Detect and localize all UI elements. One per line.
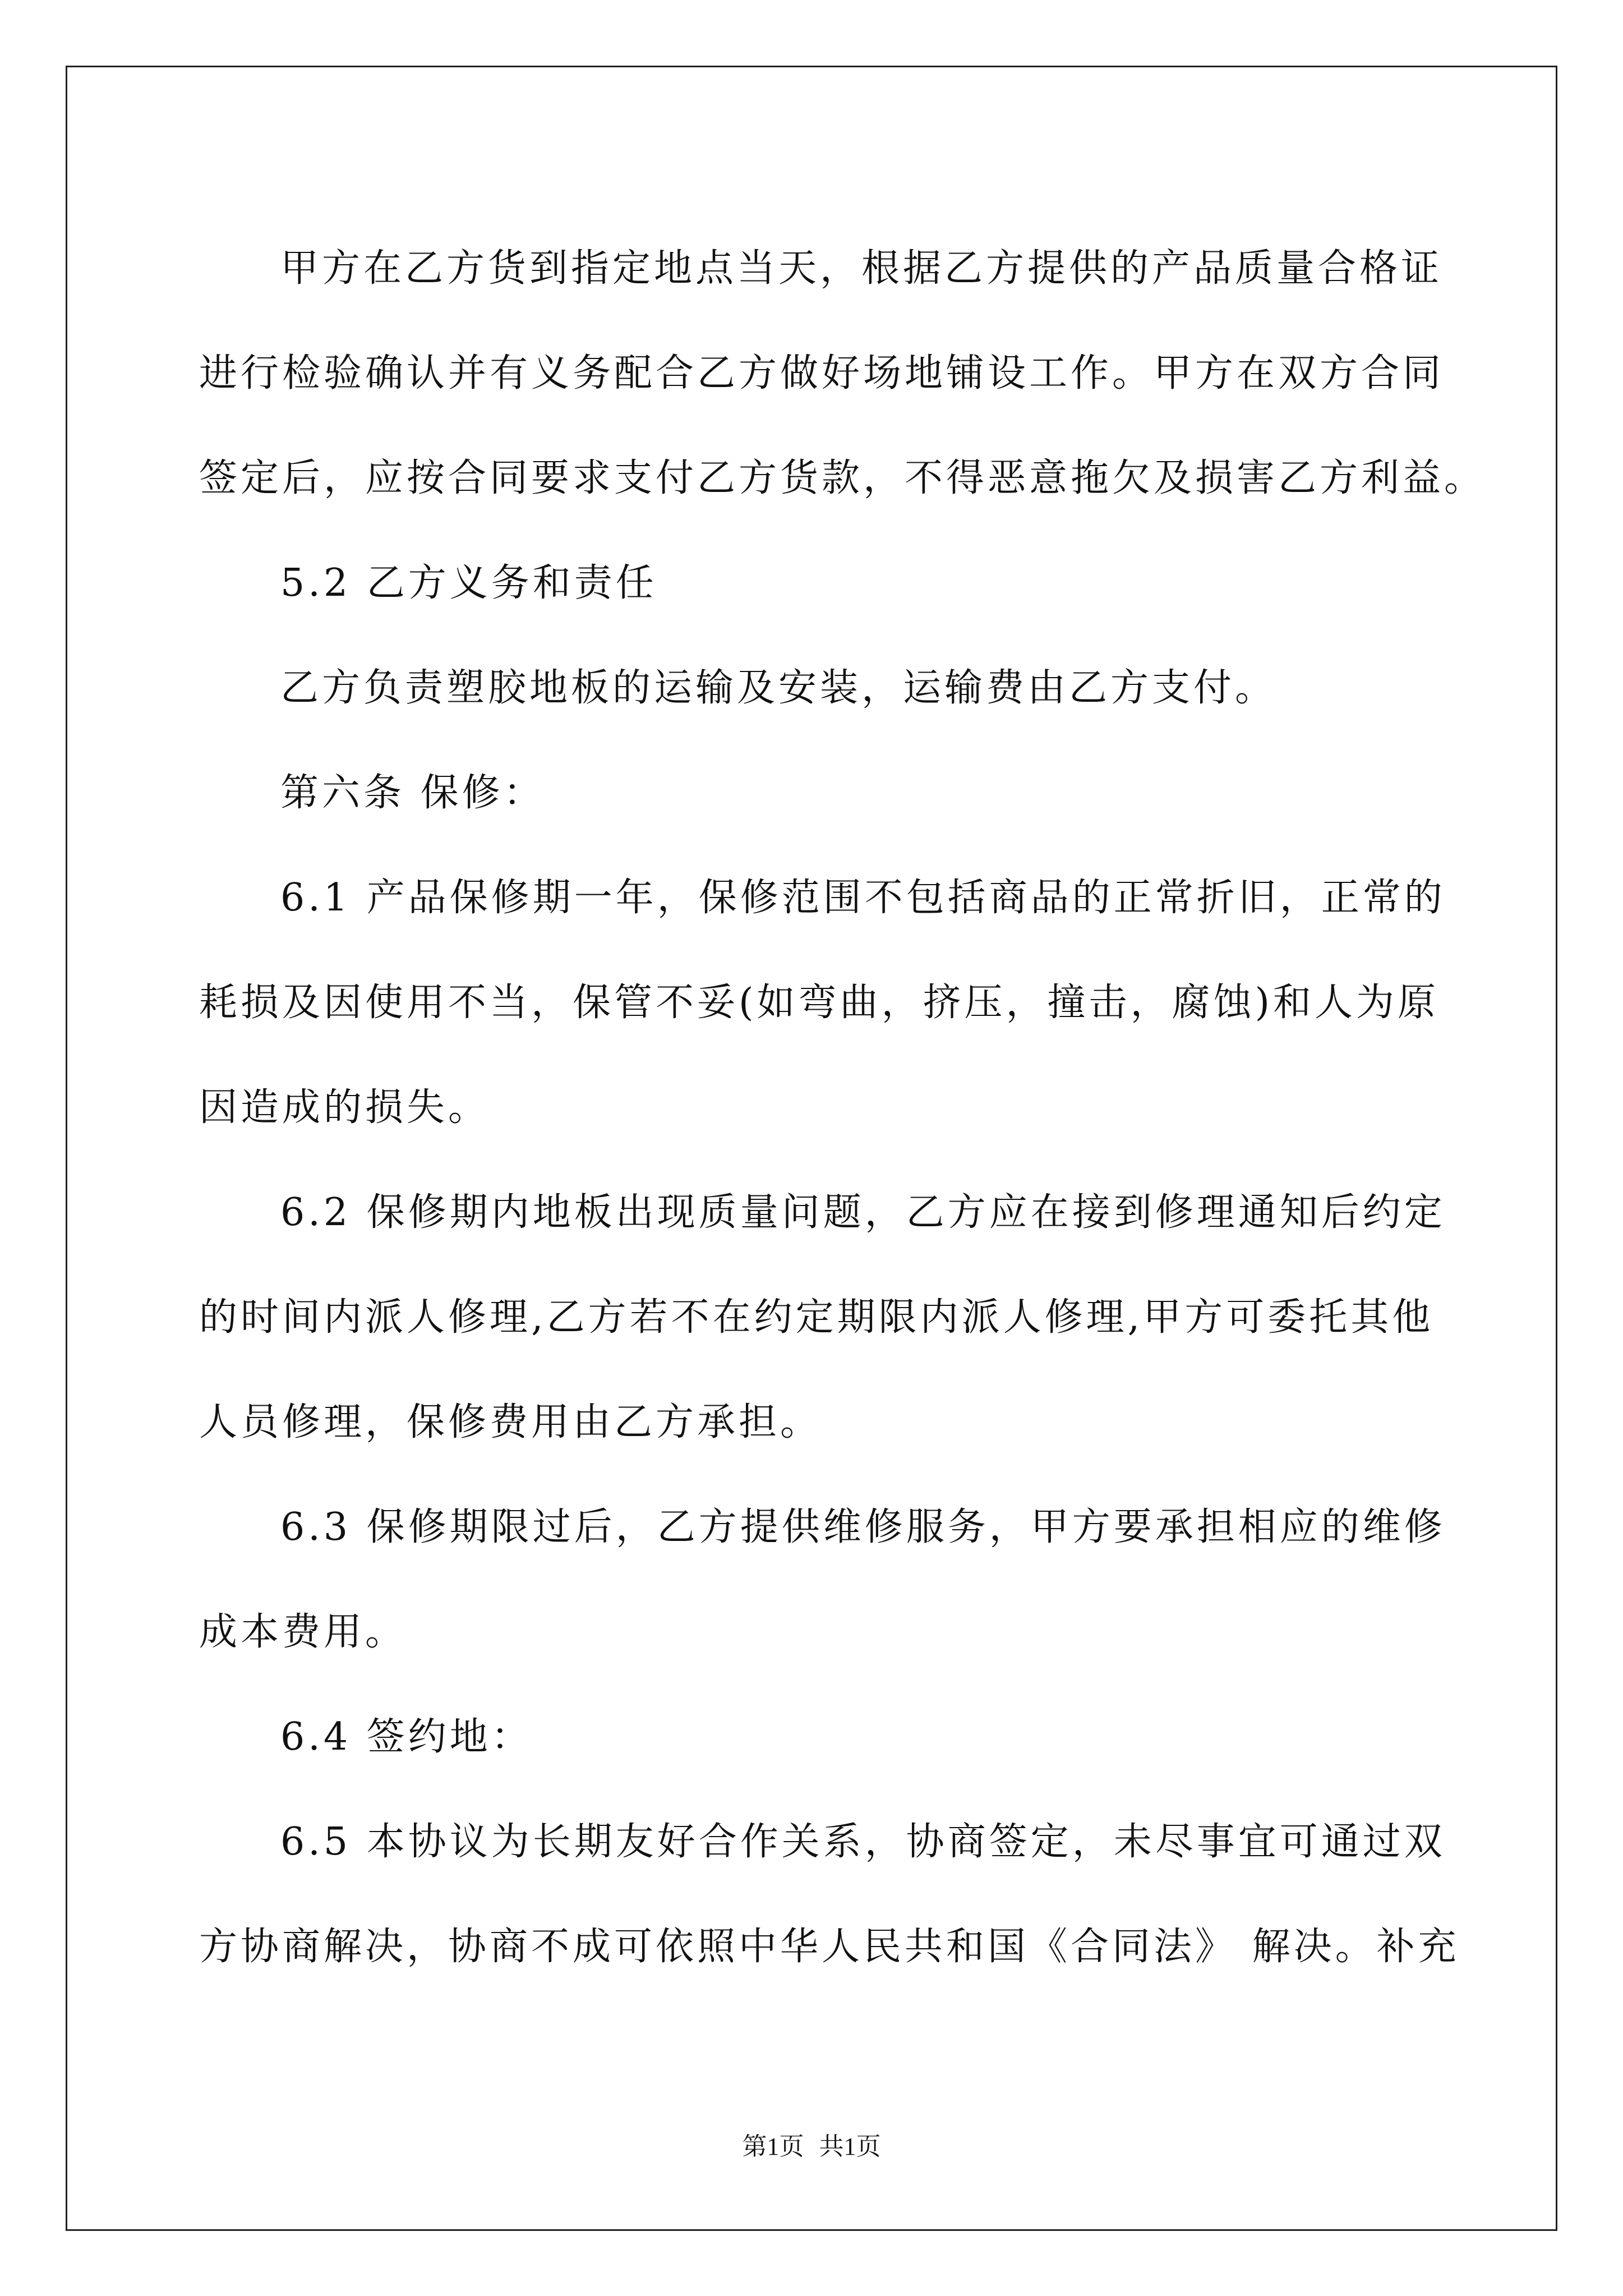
document-body (199, 216, 1486, 1999)
text-line: 乙方负责塑胶地板的运输及安装，运输费由乙方支付。 (280, 666, 1277, 710)
page-number-total: 共1页 (819, 2133, 881, 2160)
contract-text (199, 216, 1486, 1999)
clause-6-1: 6.1 产品保修期一年，保修范围不包括商品的正常折旧，正常的 (280, 876, 1446, 920)
clause-6-2: 6.2 保修期内地板出现质量问题，乙方应在接到修理通知后约定 (280, 1190, 1446, 1235)
text-line: 因造成的损失。 (199, 1085, 490, 1130)
clause-6-3: 6.3 保修期限过后，乙方提供维修服务，甲方要承担相应的维修 (280, 1505, 1446, 1549)
text-line: 人员修理，保修费用由乙方承担。 (199, 1400, 822, 1444)
clause-6-5: 6.5 本协议为长期友好合作关系，协商签定，未尽事宜可通过双 (280, 1820, 1446, 1864)
page-footer (0, 2126, 1623, 2162)
text-line: 甲方在乙方货到指定地点当天，根据乙方提供的产品质量合格证 (280, 246, 1443, 291)
page-number-current: 第1页 (742, 2133, 804, 2160)
text-line: 进行检验确认并有义务配合乙方做好场地铺设工作。甲方在双方合同 (199, 351, 1445, 395)
clause-6-4: 6.4 签约地： (280, 1715, 533, 1759)
text-line: 签定后，应按合同要求支付乙方货款，不得恶意拖欠及损害乙方利益。 (199, 456, 1486, 500)
article-heading-6: 第六条 保修： (280, 771, 545, 815)
text-line: 耗损及因使用不当，保管不妥(如弯曲，挤压，撞击，腐蚀)和人为原 (199, 981, 1440, 1025)
text-line: 的时间内派人修理,乙方若不在约定期限内派人修理,甲方可委托其他 (199, 1295, 1434, 1340)
text-line: 成本费用。 (199, 1610, 407, 1654)
text-line: 方协商解决，协商不成可依照中华人民共和国《合同法》 解决。补充 (199, 1925, 1460, 1969)
section-heading-5-2: 5.2 乙方义务和责任 (280, 561, 657, 605)
